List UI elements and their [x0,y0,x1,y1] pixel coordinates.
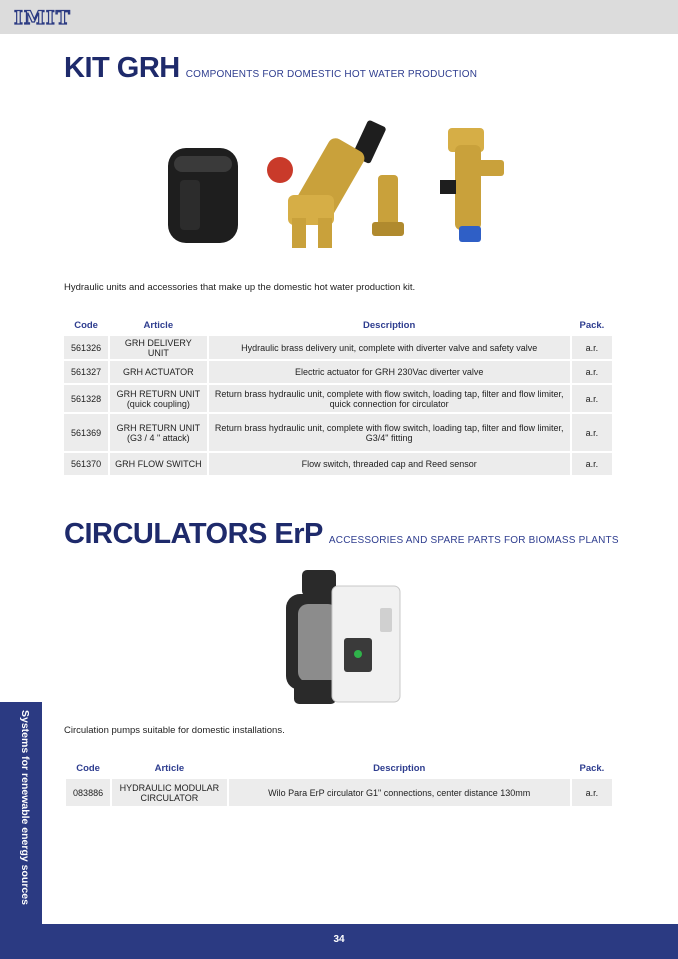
page-number: 34 [333,934,345,945]
cell-pack: a.r. [572,361,612,383]
section-title: CIRCULATORS ErP [64,518,323,550]
product-table-circulators [64,757,614,808]
kit-grh-product-image [150,100,540,275]
header-description: Description [373,762,426,774]
cell-description: Electric actuator for GRH 230Vac diverter valve [209,361,570,383]
cell-code: 561326 [64,336,108,359]
section-heading-circulators [64,518,619,551]
cell-article: GRH RETURN UNIT (G3 / 4 " attack) [110,414,206,451]
table-row [64,453,612,475]
table-row [66,779,612,806]
cell-description: Return brass hydraulic unit, complete with flow switch, loading tap, filter and flow limiter, quick connection for circulator [209,385,570,412]
table-row [64,385,612,412]
section-intro: Hydraulic units and accessories that make up the domestic hot water production kit. [64,282,416,293]
cell-article: HYDRAULIC MODULAR CIRCULATOR [112,779,226,806]
circulator-pump-image [272,568,412,708]
table-header-row [64,316,612,334]
header-article: Article [154,762,185,774]
cell-code: 561327 [64,361,108,383]
cell-description: Return brass hydraulic unit, complete with flow switch, loading tap, filter and flow limiter, G3/4" fitting [209,414,570,451]
table-row [64,336,612,359]
cell-pack: a.r. [572,336,612,359]
cell-description: Hydraulic brass delivery unit, complete with diverter valve and safety valve [209,336,570,359]
table-header-row [66,759,612,777]
delivery-unit-icon [267,119,404,248]
cell-article: GRH DELIVERY UNIT [110,336,206,359]
cell-description: Flow switch, threaded cap and Reed sensor [209,453,570,475]
cell-article: GRH FLOW SWITCH [110,453,206,475]
product-table-kit-grh [62,314,614,477]
table-row [64,361,612,383]
header-article: Article [143,319,174,331]
section-subtitle: ACCESSORIES AND SPARE PARTS FOR BIOMASS PLANTS [328,535,619,546]
pump-icon [286,570,400,704]
cell-code: 561328 [64,385,108,412]
sidebar-label: Systems for renewable energy sources [19,710,31,905]
table-row [64,414,612,451]
brand-logo: IMIT [14,7,71,29]
cell-code: 083886 [66,779,110,806]
section-heading-kit-grh [64,52,477,85]
header-code: Code [74,319,98,331]
cell-description: Wilo Para ErP circulator G1" connections, center distance 130mm [229,779,570,806]
cell-code: 561370 [64,453,108,475]
top-bar [0,0,678,34]
section-subtitle: COMPONENTS FOR DOMESTIC HOT WATER PRODUCTION [185,69,478,80]
cell-pack: a.r. [572,414,612,451]
actuator-icon [168,148,238,243]
section-intro: Circulation pumps suitable for domestic installations. [64,725,285,736]
cell-pack: a.r. [572,385,612,412]
cell-article: GRH ACTUATOR [110,361,206,383]
header-code: Code [76,762,100,774]
section-title: KIT GRH [64,52,180,84]
cell-code: 561369 [64,414,108,451]
cell-article: GRH RETURN UNIT (quick coupling) [110,385,206,412]
header-pack: Pack. [579,762,605,774]
cell-pack: a.r. [572,453,612,475]
cell-pack: a.r. [572,779,612,806]
header-pack: Pack. [579,319,605,331]
return-unit-icon [440,128,504,242]
header-description: Description [363,319,416,331]
